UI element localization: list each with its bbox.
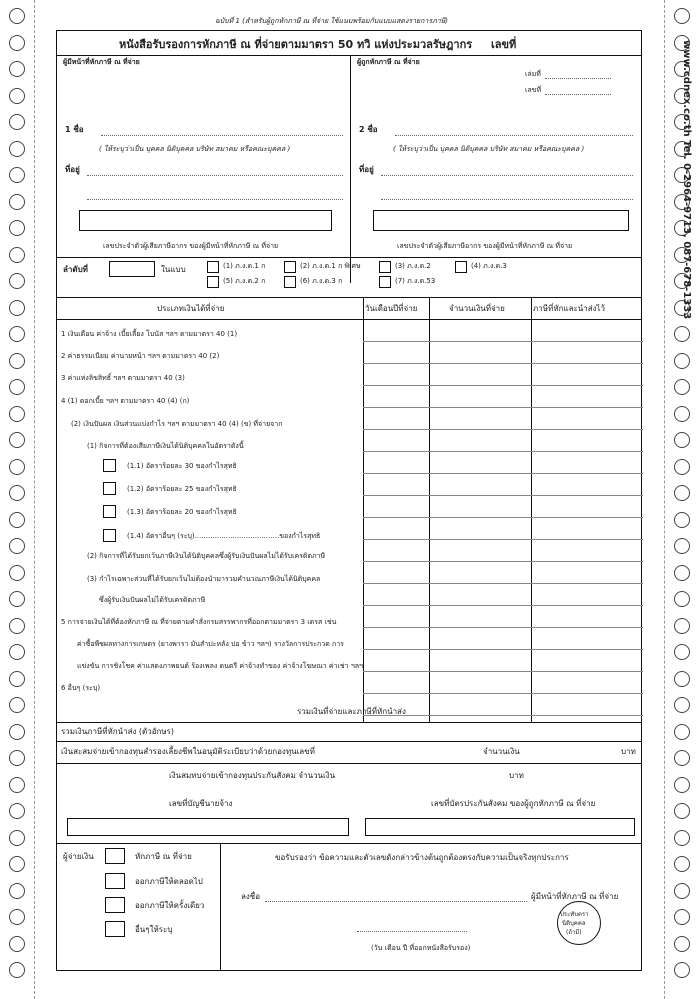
perforation-hole <box>9 35 25 51</box>
form1-checkbox[interactable] <box>207 261 219 273</box>
perforation-hole <box>9 777 25 793</box>
perforation-hole <box>9 909 25 925</box>
fund-line1: เงินสะสมจ่ายเข้ากองทุนสำรองเลี้ยงชีพในอนุมัติระเบียบว่าด้วยกองทุนเลขที่ <box>61 747 315 756</box>
perforation-hole <box>9 459 25 475</box>
perforation-hole <box>674 538 690 554</box>
copy-note: ฉบับที่ 1 (สำหรับผู้ถูกหักภาษี ณ ที่จ่าย ใช้แนบพร้อมกับแบบแสดงรายการภาษี) <box>215 17 448 25</box>
perforation-hole <box>9 565 25 581</box>
payer-heading: ผู้มีหน้าที่หักภาษี ณ ที่จ่าย <box>63 58 140 66</box>
perforation-hole <box>674 777 690 793</box>
form3-label: (3) ภ.ง.ด.2 <box>395 262 431 270</box>
table-row: (2) กิจการที่ได้รับยกเว้นภาษีเงินได้นิติบุคคลซึ่งผู้รับเงินปันผลไม่ได้รับเครดิตภาษี <box>87 552 326 560</box>
perforation-hole <box>9 485 25 501</box>
table-row: 3 ค่าแห่งลิขสิทธิ์ ฯลฯ ตามมาตรา 40 (3) <box>61 374 185 382</box>
pay-once-checkbox[interactable] <box>105 897 125 913</box>
table-grid-line <box>363 385 643 386</box>
perforation-hole <box>9 803 25 819</box>
rate30-checkbox[interactable] <box>103 459 116 472</box>
form7-label: (7) ภ.ง.ด.53 <box>395 277 436 285</box>
table-row: 6 อื่นๆ (ระบุ) <box>61 684 101 692</box>
perforation-hole <box>9 300 25 316</box>
perforation-hole <box>674 406 690 422</box>
perforation-hole <box>9 724 25 740</box>
payer-name-hint: ( ให้ระบุว่าเป็น บุคคล นิติบุคคล บริษัท สมาคม หรือคณะบุคคล ) <box>99 145 291 153</box>
left-perforation <box>34 0 35 999</box>
certificate-form <box>56 30 642 971</box>
perforation-hole <box>9 406 25 422</box>
employer-account-field[interactable] <box>67 818 349 836</box>
seq-number-field[interactable] <box>109 261 155 277</box>
rate20-checkbox[interactable] <box>103 505 116 518</box>
table-grid-line <box>363 363 643 364</box>
perforation-hole <box>674 591 690 607</box>
payee-heading: ผู้ถูกหักภาษี ณ ที่จ่าย <box>357 58 420 66</box>
perforation-hole <box>674 750 690 766</box>
perforation-hole <box>674 697 690 713</box>
fund-baht2: บาท <box>509 771 524 780</box>
table-grid-line <box>363 341 643 342</box>
perforation-hole <box>9 61 25 77</box>
table-grid-line <box>363 407 643 408</box>
perforation-hole <box>9 512 25 528</box>
table-row: (1) กิจการที่ต้องเสียภาษีเงินได้นิติบุคคลในอัตราดังนี้ <box>87 442 244 450</box>
rate25-checkbox[interactable] <box>103 482 116 495</box>
col-amount: จำนวนเงินที่จ่าย <box>449 304 505 313</box>
payer-tax-id-field[interactable] <box>79 210 332 231</box>
insured-number-field[interactable] <box>365 818 635 836</box>
withhold-checkbox[interactable] <box>105 848 125 864</box>
rate-other-checkbox[interactable] <box>103 529 116 542</box>
table-grid-line <box>363 517 643 518</box>
payee-address-label: ที่อยู่ <box>359 165 374 174</box>
form2-checkbox[interactable] <box>284 261 296 273</box>
perforation-hole <box>674 512 690 528</box>
table-grid-line <box>363 627 643 628</box>
perforation-hole <box>9 247 25 263</box>
pay-always-label: ออกภาษีให้ตลอดไป <box>135 877 203 886</box>
insured-number-label: เลขที่บัตรประกันสังคม ของผู้ถูกหักภาษี ณ ที่จ่าย <box>431 799 596 808</box>
perforation-hole <box>9 644 25 660</box>
in-form-label: ในแบบ <box>161 265 186 274</box>
perforation-hole <box>674 459 690 475</box>
pay-always-checkbox[interactable] <box>105 873 125 889</box>
payer-address-label: ที่อยู่ <box>65 165 80 174</box>
perforation-hole <box>9 114 25 130</box>
perforation-hole <box>674 671 690 687</box>
withhold-label: หักภาษี ณ ที่จ่าย <box>135 852 192 861</box>
table-row: (1.4) อัตราอื่นๆ (ระบุ)......................................ของกำไรสุทธิ <box>127 532 321 540</box>
form6-label: (6) ภ.ง.ด.3 ก <box>300 277 343 285</box>
perforation-hole <box>674 485 690 501</box>
perforation-hole <box>674 724 690 740</box>
table-row: (3) กำไรเฉพาะส่วนที่ได้รับยกเว้นไม่ต้องนำมารวมคำนวณภาษีเงินได้นิติบุคคล <box>87 575 321 583</box>
perforation-hole <box>674 565 690 581</box>
perforation-hole <box>674 8 690 24</box>
perforation-hole <box>9 750 25 766</box>
perforation-hole <box>674 644 690 660</box>
other-label: อื่นๆให้ระบุ <box>135 925 173 934</box>
form3-checkbox[interactable] <box>379 261 391 273</box>
perforation-hole <box>9 141 25 157</box>
form-title: หนังสือรับรองการหักภาษี ณ ที่จ่ายตามมาตรา 50 ทวิ แห่งประมวลรัษฎากร <box>119 38 473 51</box>
table-grid-line <box>363 583 643 584</box>
pay-once-label: ออกภาษีให้ครั้งเดียว <box>135 901 205 910</box>
fund-amount-label: จำนวนเงิน <box>483 747 520 756</box>
stamp-line3: (ถ้ามี) <box>566 929 582 936</box>
perforation-hole <box>9 353 25 369</box>
col-pay-date: วันเดือนปีที่จ่าย <box>365 304 418 313</box>
employer-account-label: เลขที่บัญชีนายจ้าง <box>169 799 233 808</box>
perforation-hole <box>9 88 25 104</box>
table-grid-line <box>363 649 643 650</box>
payer-tax-id-label: เลขประจำตัวผู้เสียภาษีอากร ของผู้มีหน้าที่หักภาษี ณ ที่จ่าย <box>103 242 279 250</box>
perforation-hole <box>674 962 690 978</box>
form2-label: (2) ภ.ง.ด.1 ก พิเศษ <box>300 262 361 270</box>
perforation-hole <box>674 909 690 925</box>
form5-checkbox[interactable] <box>207 276 219 288</box>
payee-name-hint: ( ให้ระบุว่าเป็น บุคคล นิติบุคคล บริษัท สมาคม หรือคณะบุคคล ) <box>393 145 585 153</box>
table-row: แข่งขัน การชิงโชค ค่าแสดงภาพยนต์ ร้องเพลง ดนตรี ค่าจ้างทำของ ค่าจ้างโฆษณา ค่าเช่า ฯลฯ <box>77 662 363 670</box>
table-grid-line <box>363 605 643 606</box>
perforation-hole <box>674 432 690 448</box>
perforation-hole <box>674 936 690 952</box>
perforation-hole <box>9 618 25 634</box>
fund-baht: บาท <box>621 747 636 756</box>
table-row: ค่าซื้อพืชผลทางการเกษตร (ยางพารา มันสำปะหลัง ปอ ข้าว ฯลฯ) รางวัลการประกวด การ <box>77 640 344 648</box>
table-row: 1 เงินเดือน ค่าจ้าง เบี้ยเลี้ยง โบนัส ฯลฯ ตามมาตรา 40 (1) <box>61 330 238 338</box>
col-income-type: ประเภทเงินได้ที่จ่าย <box>157 304 225 313</box>
form4-label: (4) ภ.ง.ด.3 <box>471 262 507 270</box>
perforation-hole <box>674 830 690 846</box>
payer-type-label: ผู้จ่ายเงิน <box>63 852 94 861</box>
form7-checkbox[interactable] <box>379 276 391 288</box>
side-contact-text <box>676 40 696 400</box>
payee-tax-id-field[interactable] <box>373 210 629 231</box>
other-checkbox[interactable] <box>105 921 125 937</box>
payee-name-label: 2 ชื่อ <box>359 125 378 134</box>
table-row: 5 การจ่ายเงินได้ที่ต้องหักภาษี ณ ที่จ่ายตามคำสั่งกรมสรรพากรที่ออกตามมาตรา 3 เตรส เช่น <box>61 618 337 626</box>
seq-label: ลำดับที่ <box>63 265 88 274</box>
perforation-hole <box>9 856 25 872</box>
perforation-hole <box>9 379 25 395</box>
perforation-hole <box>674 856 690 872</box>
perforation-hole <box>9 326 25 342</box>
table-row: 2 ค่าธรรมเนียม ค่านายหน้า ฯลฯ ตามมาตรา 40 (2) <box>61 352 220 360</box>
stamp-line1: ประทับตรา <box>560 911 589 918</box>
table-grid-line <box>363 561 643 562</box>
perforation-hole <box>674 883 690 899</box>
sign-role: ผู้มีหน้าที่หักภาษี ณ ที่จ่าย <box>531 892 619 901</box>
table-row: ซึ่งผู้รับเงินปันผลไม่ได้รับเครดิตภาษี <box>99 596 206 604</box>
payee-tax-id-label: เลขประจำตัวผู้เสียภาษีอากร ของผู้มีหน้าที่หักภาษี ณ ที่จ่าย <box>397 242 573 250</box>
certify-text: ขอรับรองว่า ข้อความและตัวเลขดังกล่าวข้างต้นถูกต้องตรงกับความเป็นจริงทุกประการ <box>275 853 569 862</box>
col-tax: ภาษีที่หักและนำส่งไว้ <box>533 304 606 313</box>
table-grid-line <box>363 451 643 452</box>
perforation-hole <box>9 432 25 448</box>
form1-label: (1) ภ.ง.ด.1 ก <box>223 262 266 270</box>
table-row: (1.2) อัตราร้อยละ 25 ของกำไรสุทธิ <box>127 485 237 493</box>
company-stamp-area <box>557 901 601 945</box>
total-label: รวมเงินที่จ่ายและภาษีที่หักนำส่ง <box>297 707 406 716</box>
form5-label: (5) ภ.ง.ด.2 ก <box>223 277 266 285</box>
payee-no-label: เลขที่ <box>525 86 542 94</box>
perforation-hole <box>9 8 25 24</box>
side-contact-label: www.cdnex.co.th Tel. 0-2964-9713, 087-678-1333 <box>681 40 692 320</box>
issue-date-label: (วัน เดือน ปี ที่ออกหนังสือรับรอง) <box>371 944 471 952</box>
perforation-hole <box>9 671 25 687</box>
perforation-hole <box>9 167 25 183</box>
table-row: (1.1) อัตราร้อยละ 30 ของกำไรสุทธิ <box>127 462 237 470</box>
perforation-hole <box>9 220 25 236</box>
table-grid-line <box>363 671 643 672</box>
form6-checkbox[interactable] <box>284 276 296 288</box>
table-row: 4 (1) ดอกเบี้ย ฯลฯ ตามมาตรา 40 (4) (ก) <box>61 397 190 405</box>
table-row: (1.3) อัตราร้อยละ 20 ของกำไรสุทธิ <box>127 508 237 516</box>
perforation-hole <box>9 273 25 289</box>
perforation-hole <box>9 538 25 554</box>
perforation-hole <box>9 591 25 607</box>
perforation-hole <box>674 618 690 634</box>
total-words-label: รวมเงินภาษีที่หักนำส่ง (ตัวอักษร) <box>61 727 175 736</box>
payer-name-label: 1 ชื่อ <box>65 125 84 134</box>
perforation-hole <box>9 936 25 952</box>
perforation-hole <box>9 830 25 846</box>
perforation-hole <box>9 883 25 899</box>
payee-book-label: เล่มที่ <box>525 70 541 78</box>
table-grid-line <box>363 473 643 474</box>
stamp-line2: นิติบุคคล <box>562 920 586 927</box>
fund-line2: เงินสมทบจ่ายเข้ากองทุนประกันสังคม จำนวนเงิน <box>169 771 336 780</box>
perforation-hole <box>9 962 25 978</box>
perforation-hole <box>9 697 25 713</box>
perforation-hole <box>674 803 690 819</box>
sign-label: ลงชื่อ <box>241 892 261 901</box>
table-grid-line <box>363 495 643 496</box>
table-grid-line <box>363 693 643 694</box>
form4-checkbox[interactable] <box>455 261 467 273</box>
table-grid-line <box>363 539 643 540</box>
table-grid-line <box>363 429 643 430</box>
title-number-label: เลขที่ <box>491 38 517 51</box>
table-row: (2) เงินปันผล เงินส่วนแบ่งกำไร ฯลฯ ตามมาตรา 40 (4) (ข) ที่จ่ายจาก <box>71 420 283 428</box>
perforation-hole <box>9 194 25 210</box>
right-perforation <box>664 0 665 999</box>
